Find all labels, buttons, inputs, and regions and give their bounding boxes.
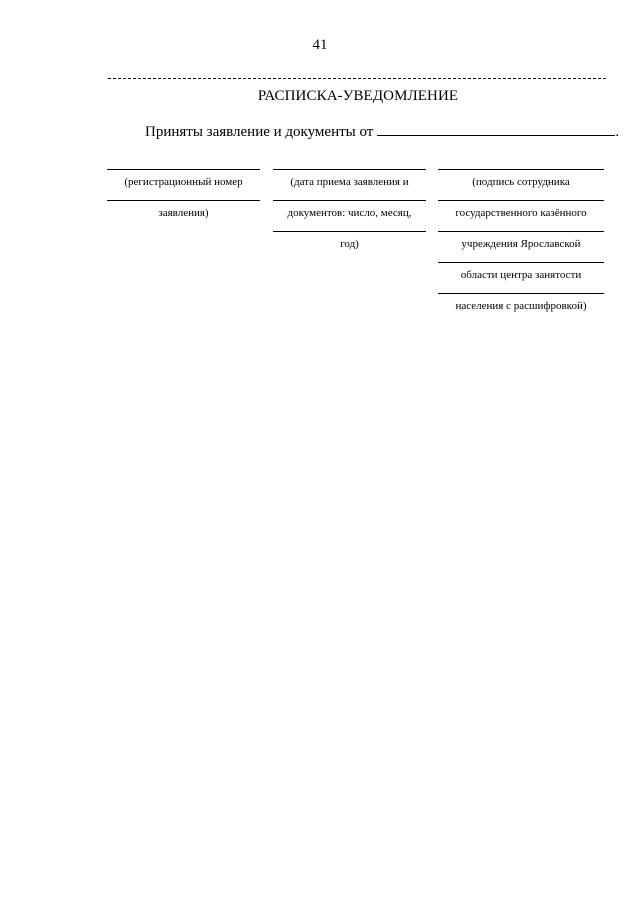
field-caption: (регистрационный номер: [107, 169, 260, 200]
field-caption: государственного казённого: [438, 200, 604, 231]
page-number: 41: [312, 37, 328, 53]
field-caption: (дата приема заявления и: [273, 169, 426, 200]
acceptance-date-column: [273, 169, 426, 262]
accepted-end: .: [615, 124, 620, 140]
accepted-text: Приняты заявление и документы от: [145, 124, 374, 140]
applicant-blank[interactable]: [377, 123, 615, 136]
accepted-line: [145, 123, 619, 141]
field-caption: документов: число, месяц,: [273, 200, 426, 231]
employee-signature-column: [438, 169, 604, 324]
field-caption: (подпись сотрудника: [438, 169, 604, 200]
field-caption: год): [273, 231, 426, 262]
form-title: РАСПИСКА-УВЕДОМЛЕНИЕ: [257, 88, 459, 104]
cut-line: [108, 78, 606, 79]
registration-number-column: [107, 169, 260, 231]
field-caption: населения с расшифровкой): [438, 293, 604, 324]
field-caption: заявления): [107, 200, 260, 231]
field-caption: области центра занятости: [438, 262, 604, 293]
field-caption: учреждения Ярославской: [438, 231, 604, 262]
